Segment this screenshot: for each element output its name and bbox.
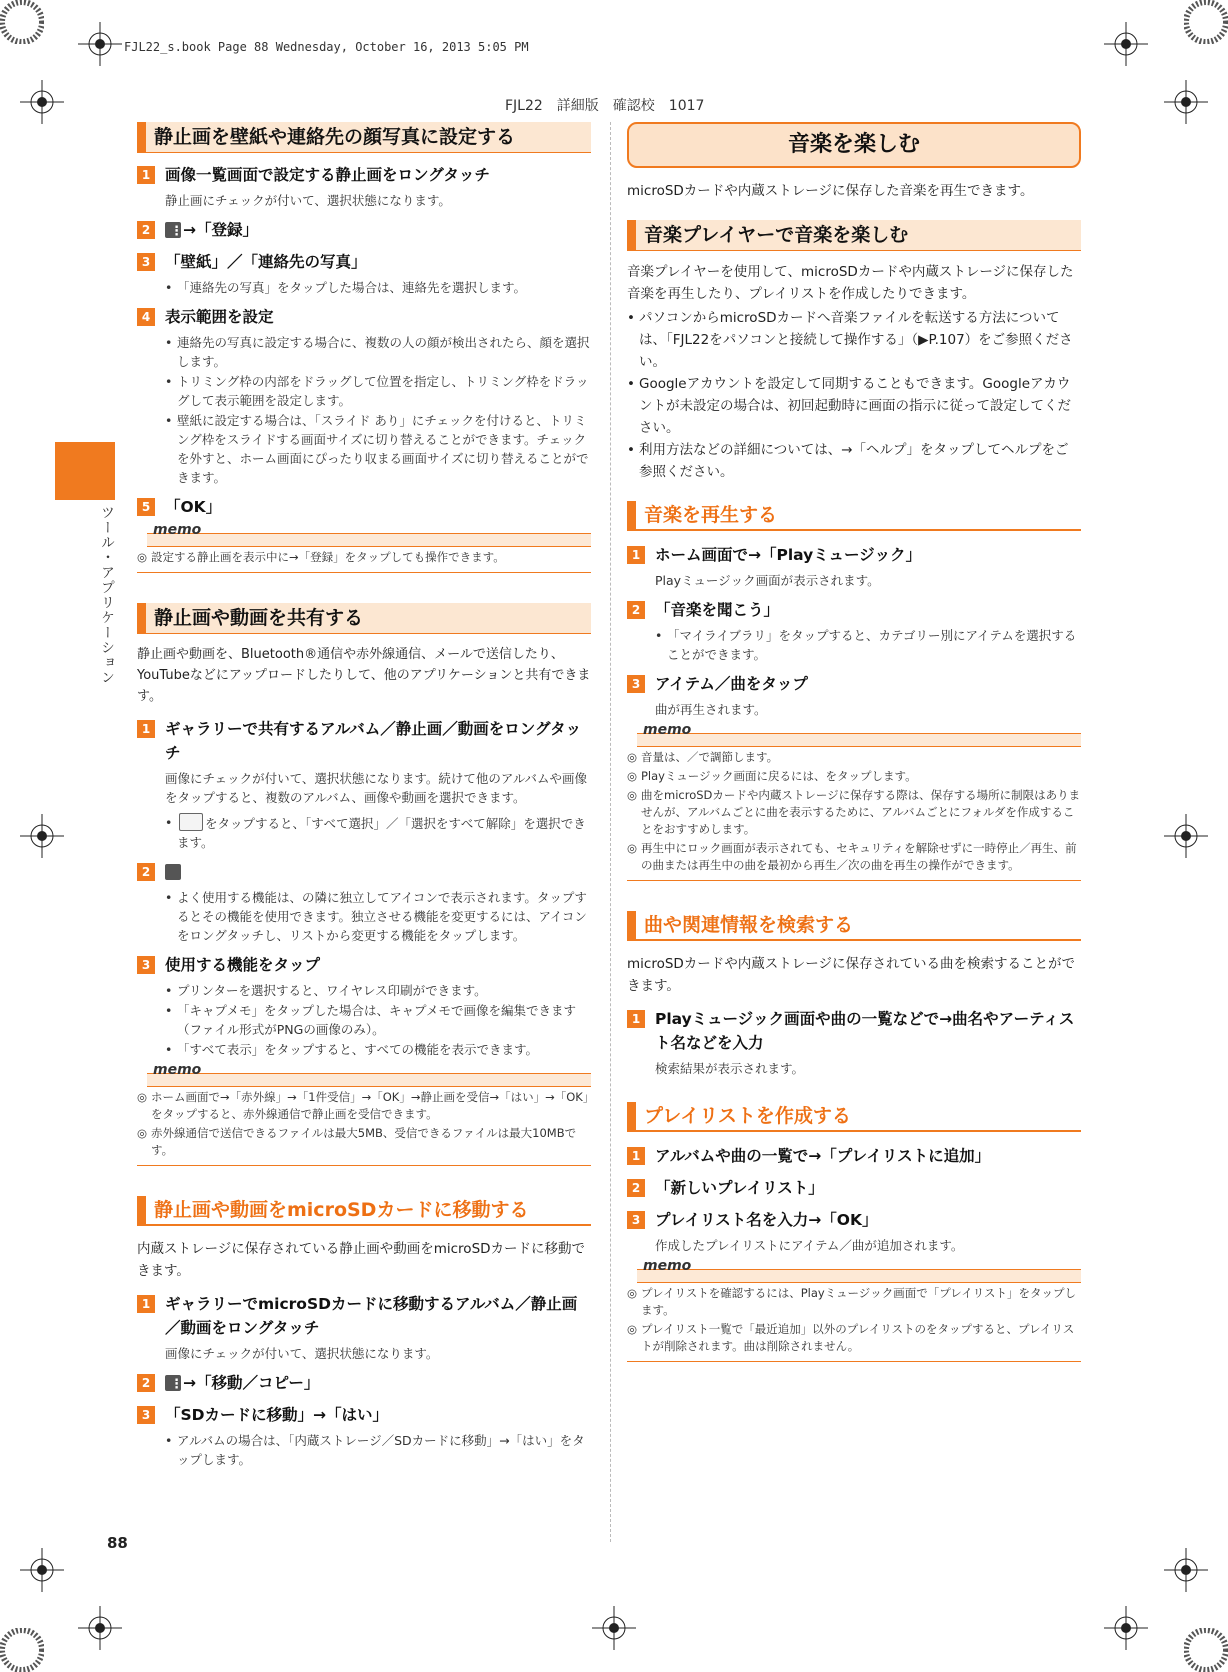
side-tab-marker <box>55 442 115 500</box>
memo-item: ◎ Playミュージック画面に戻るには、をタップします。 <box>627 768 1081 785</box>
bullet: • プリンターを選択すると、ワイヤレス印刷ができます。 <box>137 981 591 1000</box>
bullet: • 「すべて表示」をタップすると、すべての機能を表示できます。 <box>137 1040 591 1059</box>
registration-mark-icon <box>20 1548 64 1592</box>
section-title: 音楽を再生する <box>627 501 1081 531</box>
registration-mark-icon <box>20 814 64 858</box>
memo-box <box>627 1258 1081 1362</box>
menu-icon <box>165 222 181 238</box>
memo-label: memo <box>153 1062 202 1078</box>
bullet: • パソコンからmicroSDカードへ音楽ファイルを転送する方法については、「FJL22をパソコンと接続して操作する」（▶P.107）をご参照ください。 <box>627 307 1081 373</box>
select-all-icon <box>179 813 203 831</box>
bullet: • 連絡先の写真に設定する場合に、複数の人の顔が検出されたら、顔を選択します。 <box>137 333 591 371</box>
section-title: 静止画や動画をmicroSDカードに移動する <box>137 1196 591 1226</box>
step: 1 画像一覧画面で設定する静止画をロングタッチ <box>137 163 591 187</box>
step: 2 <box>137 860 591 884</box>
section-intro: 内蔵ストレージに保存されている静止画や動画をmicroSDカードに移動できます。 <box>137 1241 586 1279</box>
bullet: • をタップすると、「すべて選択」／「選択をすべて解除」を選択できます。 <box>137 813 591 852</box>
step-desc: 画像にチェックが付いて、選択状態になります。続けて他のアルバムや画像をタップすると、複数のアルバム、画像や動画を選択できます。 <box>165 771 588 805</box>
registration-mark-icon <box>78 1606 122 1650</box>
registration-mark-icon <box>1164 814 1208 858</box>
bullet: • Googleアカウントを設定して同期することもできます。Googleアカウントが未設定の場合は、初回起動時に画面の指示に従って設定してください。 <box>627 373 1081 439</box>
memo-label: memo <box>643 722 692 738</box>
memo-item: ◎ 音量は、／で調節します。 <box>627 749 1081 766</box>
step: 2 ⋮ →「登録」 <box>137 218 591 242</box>
registration-mark-icon <box>1104 1606 1148 1650</box>
chapter-intro: microSDカードや内蔵ストレージに保存した音楽を再生できます。 <box>627 183 1034 199</box>
chapter-title: 音楽を楽しむ <box>627 122 1081 168</box>
bullet: • トリミング枠の内部をドラッグして位置を指定し、トリミング枠をドラッグして表示範囲を設定します。 <box>137 372 591 410</box>
right-column <box>627 122 1081 1374</box>
memo-item: ◎ プレイリストを確認するには、Playミュージック画面で「プレイリスト」をタップします。 <box>627 1285 1081 1319</box>
memo-box <box>627 722 1081 881</box>
step: 2 「新しいプレイリスト」 <box>627 1176 1081 1200</box>
bullet: • 「マイライブラリ」をタップすると、カテゴリー別にアイテムを選択することができます。 <box>627 626 1081 664</box>
memo-box <box>137 1062 591 1166</box>
page-number: 88 <box>107 1534 128 1552</box>
step: 1 Playミュージック画面や曲の一覧などで→曲名やアーティスト名などを入力 <box>627 1007 1081 1055</box>
section-intro: 音楽プレイヤーを使用して、microSDカードや内蔵ストレージに保存した音楽を再生したり、プレイリストを作成したりできます。 <box>627 264 1074 302</box>
registration-mark-icon <box>20 80 64 124</box>
section-intro: 静止画や動画を、Bluetooth®通信や赤外線通信、メールで送信したり、YouTubeなどにアップロードしたりして、他のアプリケーションと共有できます。 <box>137 647 591 704</box>
corner-target-icon <box>1184 1628 1228 1672</box>
section-title: プレイリストを作成する <box>627 1102 1081 1132</box>
bullet: • 「連絡先の写真」をタップした場合は、連絡先を選択します。 <box>137 278 591 297</box>
section-intro: microSDカードや内蔵ストレージに保存されている曲を検索することができます。 <box>627 956 1076 994</box>
memo-item: ◎ ホーム画面で→「赤外線」→「1件受信」→「OK」→静止画を受信→「はい」→「OK」をタップすると、赤外線通信で静止画を受信できます。 <box>137 1089 591 1123</box>
step-desc: 曲が再生されます。 <box>655 702 767 717</box>
step: 3 アイテム／曲をタップ <box>627 672 1081 696</box>
step: 5 「OK」 <box>137 495 591 519</box>
step: 3 使用する機能をタップ <box>137 953 591 977</box>
bullet: • 利用方法などの詳細については、→「ヘルプ」をタップしてヘルプをご参照ください。 <box>627 439 1081 483</box>
memo-item: ◎ 曲をmicroSDカードや内蔵ストレージに保存する際は、保存する場所に制限はありませんが、アルバムごとに曲を表示するために、アルバムごとにフォルダを作成することをおすすめします。 <box>627 787 1081 838</box>
memo-item: ◎ 再生中にロック画面が表示されても、セキュリティを解除せずに一時停止／再生、前の曲または再生中の曲を最初から再生／次の曲を再生の操作ができます。 <box>627 840 1081 874</box>
menu-icon <box>165 1375 181 1391</box>
corner-target-icon <box>0 0 44 44</box>
memo-item: ◎ 赤外線通信で送信できるファイルは最大5MB、受信できるファイルは最大10MBです。 <box>137 1125 591 1159</box>
step-desc: 静止画にチェックが付いて、選択状態になります。 <box>165 193 451 208</box>
corner-target-icon <box>1184 0 1228 44</box>
corner-target-icon <box>0 1628 44 1672</box>
memo-item: ◎ プレイリスト一覧で「最近追加」以外のプレイリストのをタップすると、プレイリストが削除されます。曲は削除されません。 <box>627 1321 1081 1355</box>
step: 3 「壁紙」／「連絡先の写真」 <box>137 250 591 274</box>
section-title: 静止画を壁紙や連絡先の顔写真に設定する <box>137 122 591 153</box>
step: 4 表示範囲を設定 <box>137 305 591 329</box>
bullet: • 「キャプメモ」をタップした場合は、キャプメモで画像を編集できます（ファイル形式がPNGの画像のみ）。 <box>137 1001 591 1039</box>
file-header: FJL22_s.book Page 88 Wednesday, October 16, 2013 5:05 PM <box>124 40 529 54</box>
step: 3 プレイリスト名を入力→「OK」 <box>627 1208 1081 1232</box>
registration-mark-icon <box>1104 22 1148 66</box>
registration-mark-icon <box>592 1606 636 1650</box>
registration-mark-icon <box>1164 1548 1208 1592</box>
step-desc: 検索結果が表示されます。 <box>655 1061 805 1076</box>
column-divider <box>610 122 611 1542</box>
section-title: 音楽プレイヤーで音楽を楽しむ <box>627 220 1081 251</box>
registration-mark-icon <box>78 22 122 66</box>
step: 2 ⋮ →「移動／コピー」 <box>137 1371 591 1395</box>
doc-title: FJL22 詳細版 確認校 1017 <box>505 98 705 114</box>
step: 1 アルバムや曲の一覧で→「プレイリストに追加」 <box>627 1144 1081 1168</box>
side-label: ツール・アプリケーション <box>99 505 115 685</box>
registration-mark-icon <box>1164 80 1208 124</box>
section-title: 静止画や動画を共有する <box>137 603 591 634</box>
section-title: 曲や関連情報を検索する <box>627 911 1081 941</box>
left-column <box>137 122 591 1470</box>
memo-item: ◎ 設定する静止画を表示中に→「登録」をタップしても操作できます。 <box>137 549 591 566</box>
step: 1 ギャラリーでmicroSDカードに移動するアルバム／静止画／動画をロングタッチ <box>137 1292 591 1340</box>
memo-label: memo <box>643 1258 692 1274</box>
bullet: • よく使用する機能は、の隣に独立してアイコンで表示されます。タップするとその機能を使用できます。独立させる機能を変更するには、アイコンをロングタッチし、リストから変更する機能をタップします。 <box>137 888 591 945</box>
step: 1 ギャラリーで共有するアルバム／静止画／動画をロングタッチ <box>137 717 591 765</box>
bullet: • 壁紙に設定する場合は、「スライド あり」にチェックを付けると、トリミング枠をスライドする画面サイズに切り替えることができます。チェックを外すと、ホーム画面にぴったり収まる画面サイズに切り替えることができます。 <box>137 411 591 487</box>
step: 3 「SDカードに移動」→「はい」 <box>137 1403 591 1427</box>
memo-label: memo <box>153 522 202 538</box>
bullet: • アルバムの場合は、「内蔵ストレージ／SDカードに移動」→「はい」をタップします。 <box>137 1431 591 1469</box>
memo-box <box>137 522 591 573</box>
step: 2 「音楽を聞こう」 <box>627 598 1081 622</box>
step-desc: Playミュージック画面が表示されます。 <box>655 573 880 588</box>
step: 1 ホーム画面で→「Playミュージック」 <box>627 543 1081 567</box>
step-desc: 作成したプレイリストにアイテム／曲が追加されます。 <box>655 1238 964 1253</box>
step-desc: 画像にチェックが付いて、選択状態になります。 <box>165 1346 439 1361</box>
share-icon <box>165 864 181 880</box>
